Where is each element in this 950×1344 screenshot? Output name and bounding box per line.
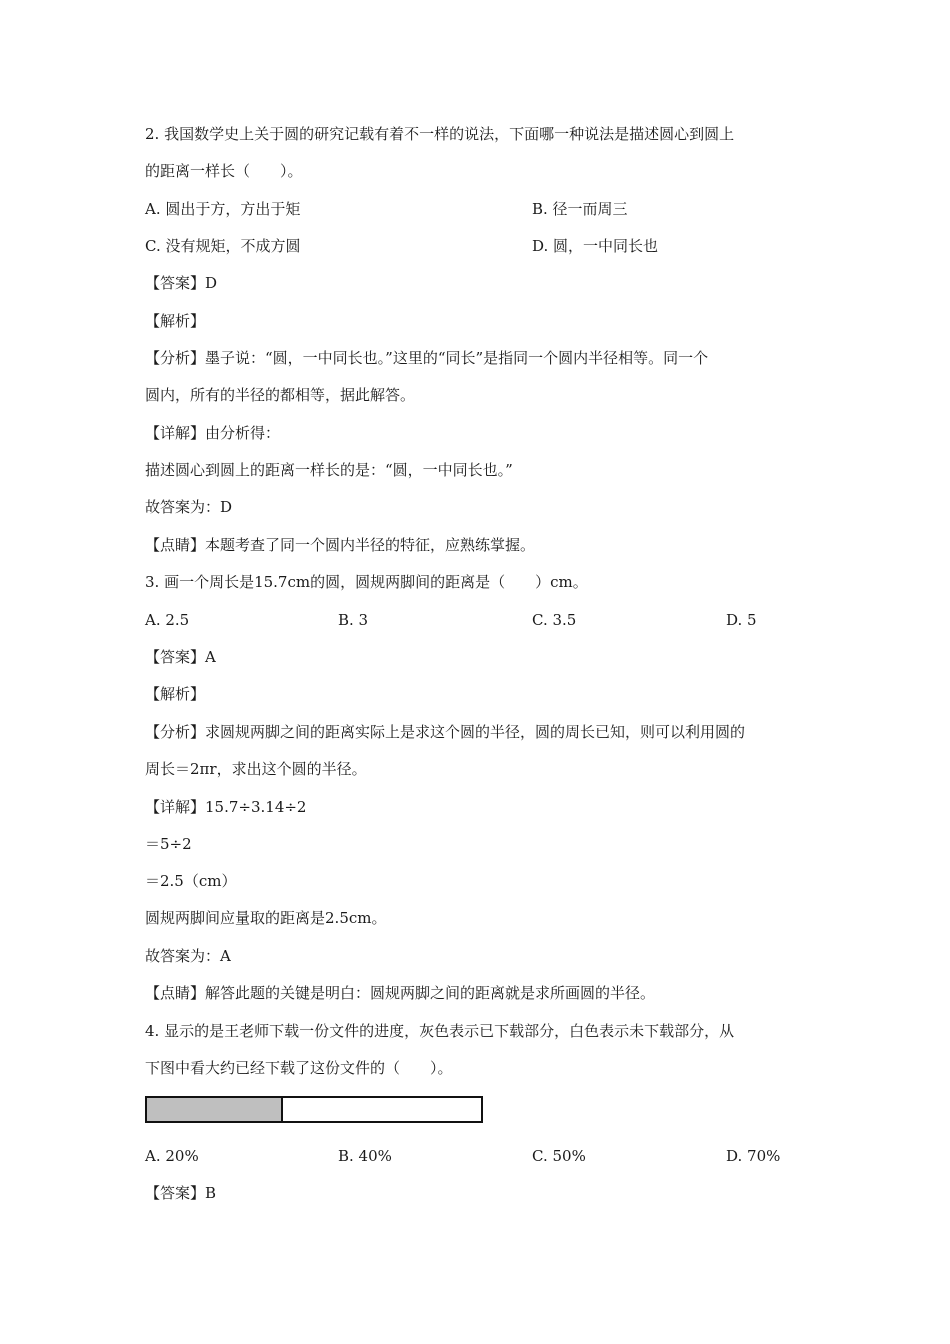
- q3-detail-line4: 圆规两脚间应量取的距离是2.5cm。: [145, 909, 387, 927]
- q2-stem-line2: 的距离一样长（ ）。: [145, 162, 303, 180]
- q2-analysis-line2: 圆内，所有的半径的都相等，据此解答。: [145, 386, 416, 404]
- q2-option-a: A. 圆出于方，方出于矩: [145, 200, 301, 218]
- q3-answer: 【答案】A: [145, 648, 216, 666]
- q4-stem-line1: 4. 显示的是王老师下载一份文件的进度，灰色表示已下载部分，白色表示未下载部分，从: [145, 1022, 735, 1040]
- q3-analysis-line2: 周长＝2πr，求出这个圆的半径。: [145, 760, 367, 778]
- q3-analysis-title: 【解析】: [145, 685, 206, 703]
- q2-comment: 【点睛】本题考查了同一个圆内半径的特征，应熟练掌握。: [145, 536, 536, 554]
- q3-option-a: A. 2.5: [145, 611, 190, 629]
- download-progress-bar: [145, 1096, 483, 1123]
- q3-option-c: C. 3.5: [532, 611, 577, 629]
- q2-option-c: C. 没有规矩，不成方圆: [145, 237, 301, 255]
- q3-conclusion: 故答案为：A: [145, 947, 231, 965]
- q4-option-d: D. 70%: [726, 1147, 781, 1165]
- q2-option-d: D. 圆，一中同长也: [532, 237, 659, 255]
- q3-detail-line2: ＝5÷2: [145, 835, 192, 853]
- q4-option-b: B. 40%: [338, 1147, 392, 1165]
- q3-analysis-line1: 【分析】求圆规两脚之间的距离实际上是求这个圆的半径，圆的周长已知，则可以利用圆的: [145, 723, 746, 741]
- q2-answer: 【答案】D: [145, 274, 218, 292]
- q3-option-b: B. 3: [338, 611, 369, 629]
- q4-answer: 【答案】B: [145, 1184, 217, 1202]
- q4-stem-line2: 下图中看大约已经下载了这份文件的（ ）。: [145, 1059, 453, 1077]
- q4-option-a: A. 20%: [145, 1147, 199, 1165]
- q2-detail-line1: 【详解】由分析得：: [145, 424, 281, 442]
- q3-detail-line3: ＝2.5（cm）: [145, 872, 237, 890]
- q3-option-d: D. 5: [726, 611, 757, 629]
- q2-detail-line2: 描述圆心到圆上的距离一样长的是：“圆，一中同长也。”: [145, 461, 513, 479]
- q2-stem-line1: 2. 我国数学史上关于圆的研究记载有着不一样的说法，下面哪一种说法是描述圆心到圆上: [145, 125, 735, 143]
- q4-option-c: C. 50%: [532, 1147, 586, 1165]
- q2-option-b: B. 径一而周三: [532, 200, 628, 218]
- q3-detail-line1: 【详解】15.7÷3.14÷2: [145, 798, 307, 816]
- q2-analysis-title: 【解析】: [145, 312, 206, 330]
- q2-analysis-line1: 【分析】墨子说：“圆，一中同长也。”这里的“同长”是指同一个圆内半径相等。同一个: [145, 349, 709, 367]
- q3-stem: 3. 画一个周长是15.7cm的圆，圆规两脚间的距离是（ ）cm。: [145, 573, 588, 591]
- q2-conclusion: 故答案为：D: [145, 498, 233, 516]
- download-progress-fill: [147, 1098, 283, 1121]
- q3-comment: 【点睛】解答此题的关键是明白：圆规两脚之间的距离就是求所画圆的半径。: [145, 984, 656, 1002]
